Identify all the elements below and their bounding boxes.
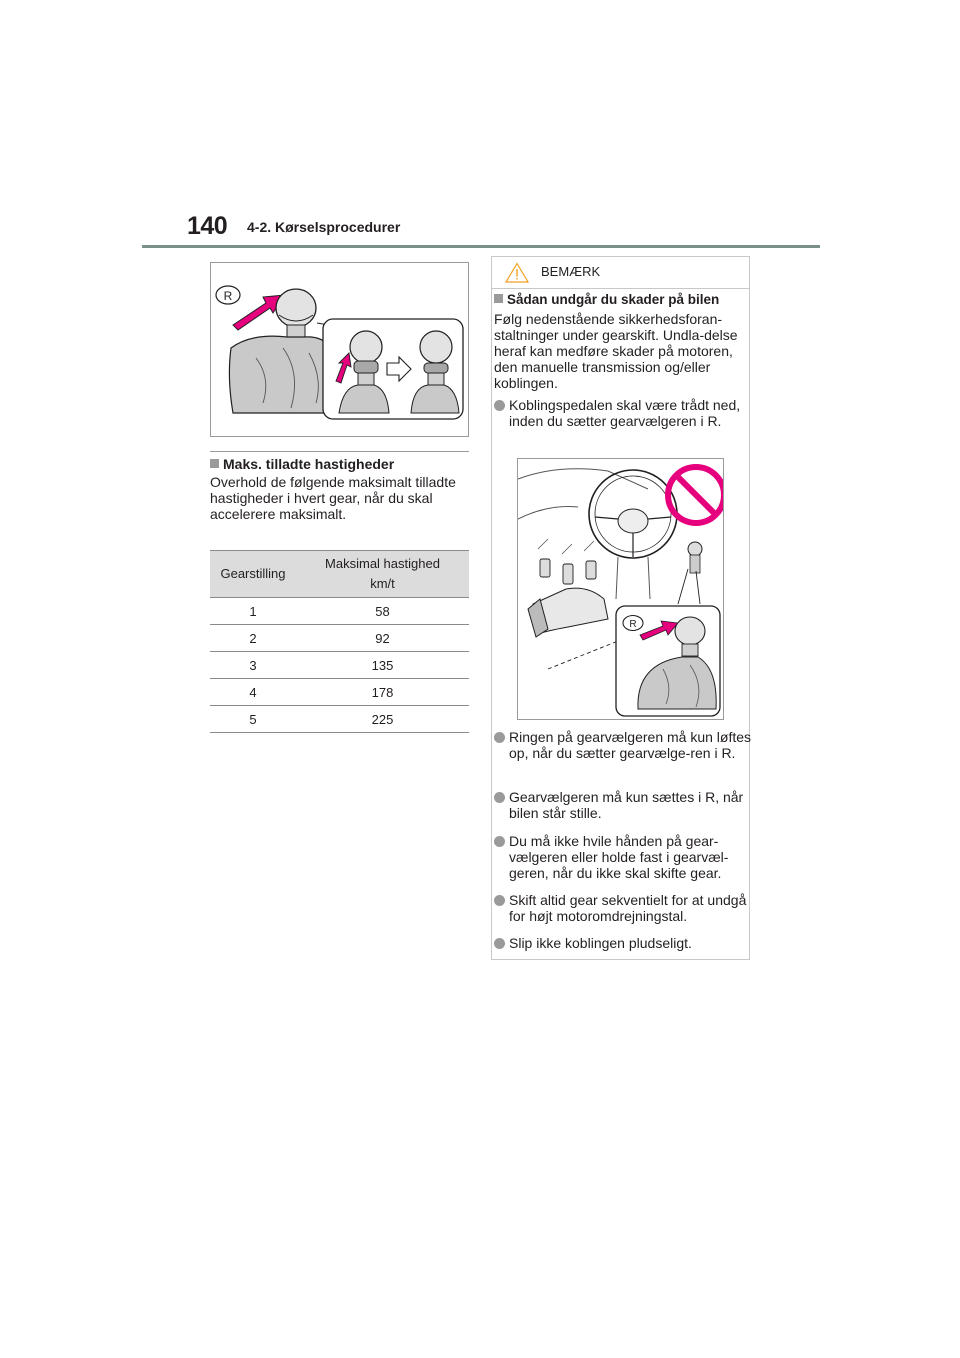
bullet-dot-icon <box>494 836 505 847</box>
gear-cell: 2 <box>210 625 296 652</box>
notice-heading: Sådan undgår du skader på bilen <box>494 291 748 308</box>
notice-title-bar <box>492 257 749 289</box>
gear-cell: 3 <box>210 652 296 679</box>
list-item: Gearvælgeren må kun sættes i R, når bilen står stille. <box>494 789 753 821</box>
table-row <box>210 625 469 652</box>
clutch-figure <box>517 458 724 720</box>
list-item: Skift altid gear sekventielt for at undgå for højt motoromdrejningstal. <box>494 892 753 924</box>
table-row <box>210 652 469 679</box>
section-divider <box>210 451 469 452</box>
bullet-dot-icon <box>494 400 505 411</box>
table-row <box>210 598 469 625</box>
r-label: R <box>629 619 637 630</box>
r-badge-icon <box>623 616 643 631</box>
gear-shift-illustration <box>211 263 468 436</box>
gear-shift-figure <box>210 262 469 437</box>
speed-cell: 225 <box>296 706 469 733</box>
notice-title: BEMÆRK <box>541 264 601 279</box>
list-item: Ringen på gearvælgeren må kun løftes op, når du sætter gearvælge-ren i R. <box>494 729 753 761</box>
bullet-dot-icon <box>494 895 505 906</box>
notice-intro: Følg nedenstående sikkerhedsforan-staltninger under gearskift. Undla-delse heraf kan medføre skader på motoren, den manuelle transmission og/eller koblingen. <box>494 311 738 391</box>
warning-triangle-icon <box>505 262 529 283</box>
square-bullet-icon <box>494 294 503 303</box>
speed-cell: 135 <box>296 652 469 679</box>
list-item: Slip ikke koblingen pludseligt. <box>494 935 753 951</box>
column-header-speed: Maksimal hastighed km/t <box>296 551 469 598</box>
r-label: R <box>223 289 233 303</box>
table-header-row <box>210 551 469 598</box>
bullet-dot-icon <box>494 938 505 949</box>
gear-cell: 5 <box>210 706 296 733</box>
speed-cell: 58 <box>296 598 469 625</box>
speed-cell: 178 <box>296 679 469 706</box>
max-speed-intro: Overhold de følgende maksimalt tilladte hastigheder i hvert gear, når du skal accelerere maksimalt. <box>210 474 456 522</box>
list-item: Du må ikke hvile hånden på gear-vælgeren eller holde fast i gearvæl-geren, når du ikke skal skifte gear. <box>494 833 753 881</box>
speed-cell: 92 <box>296 625 469 652</box>
column-header-gear: Gearstilling <box>210 551 296 598</box>
max-speed-table <box>210 550 469 733</box>
table-row <box>210 706 469 733</box>
table-row <box>210 679 469 706</box>
header-divider <box>142 245 820 248</box>
max-speed-heading: Maks. tilladte hastigheder <box>210 456 470 473</box>
list-item: Koblingspedalen skal være trådt ned, inden du sætter gearvælgeren i R. <box>494 397 753 429</box>
section-title: 4-2. Kørselsprocedurer <box>247 219 401 235</box>
page-number: 140 <box>187 212 228 240</box>
bullet-dot-icon <box>494 732 505 743</box>
gear-cell: 4 <box>210 679 296 706</box>
bullet-dot-icon <box>494 792 505 803</box>
gear-cell: 1 <box>210 598 296 625</box>
clutch-illustration <box>518 459 723 719</box>
r-badge-icon <box>216 286 240 304</box>
square-bullet-icon <box>210 459 219 468</box>
prohibition-sign-icon <box>668 467 723 523</box>
